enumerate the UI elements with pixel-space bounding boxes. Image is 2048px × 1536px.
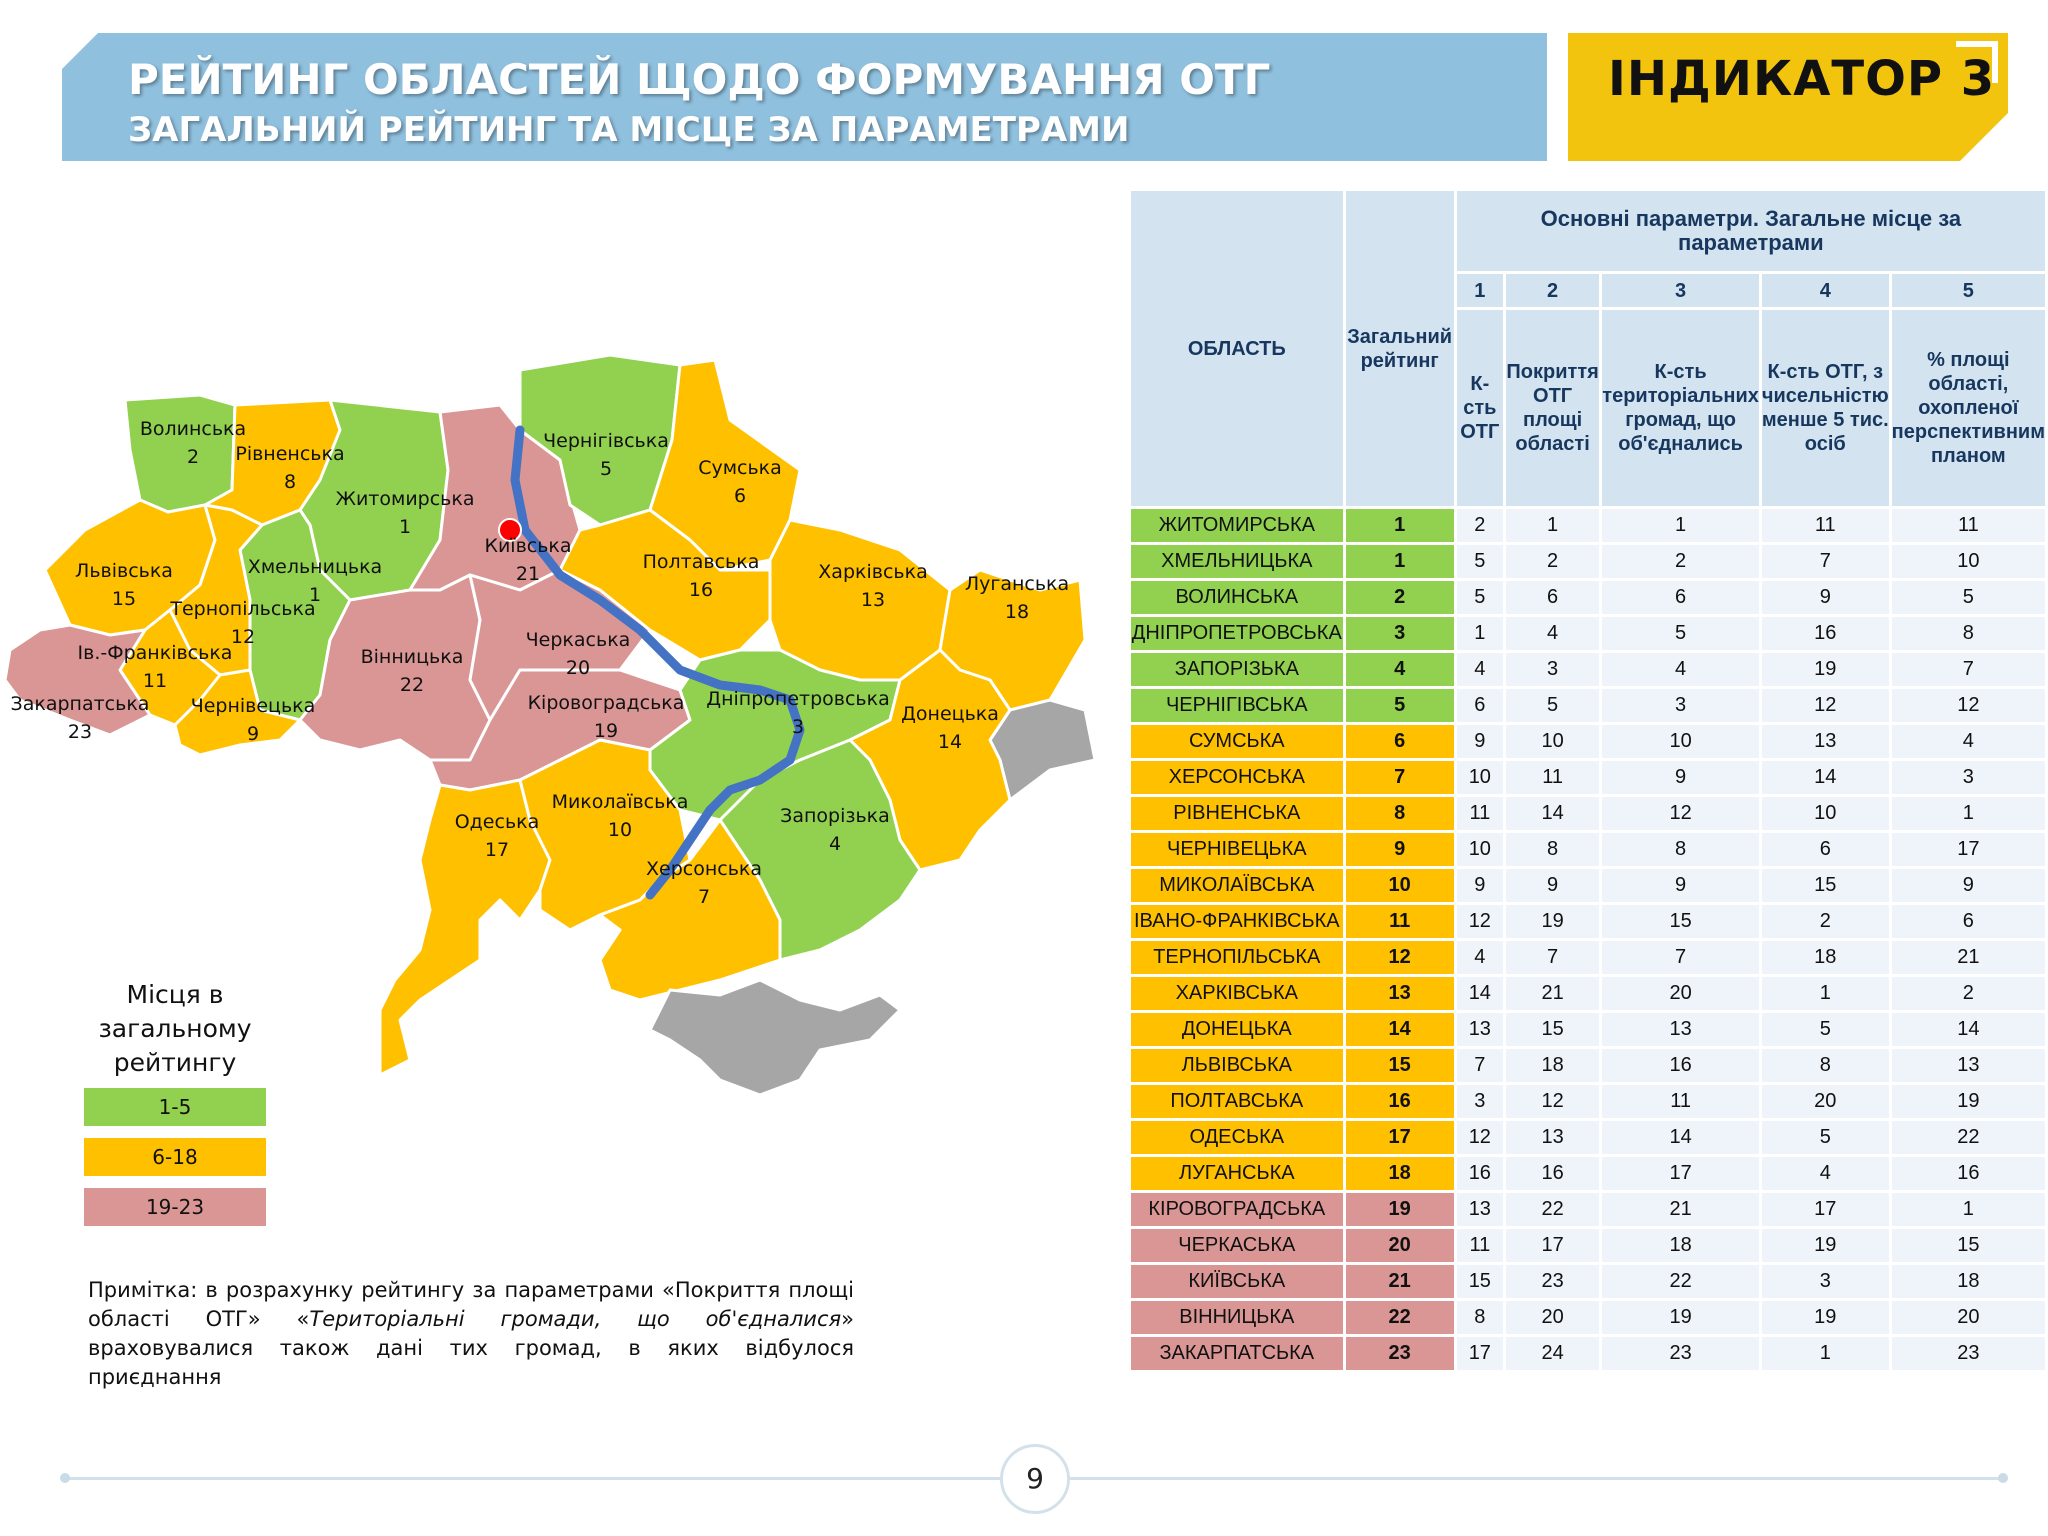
- cell-param-2: 20: [1506, 1301, 1599, 1334]
- cell-overall-rank: 23: [1346, 1337, 1454, 1370]
- label-sumska: Сумська 6: [698, 457, 782, 507]
- cell-region: КІРОВОГРАДСЬКА: [1131, 1193, 1343, 1226]
- cell-region: ЛЬВІВСЬКА: [1131, 1049, 1343, 1082]
- cell-param-1: 9: [1457, 869, 1503, 902]
- cell-param-5: 2: [1892, 977, 2045, 1010]
- cell-param-4: 2: [1762, 905, 1889, 938]
- cell-param-1: 14: [1457, 977, 1503, 1010]
- cell-param-1: 11: [1457, 797, 1503, 830]
- label-zhytomyrska: Житомирська 1: [335, 488, 475, 538]
- table-row: [1131, 797, 2045, 830]
- cell-param-3: 1: [1602, 509, 1759, 542]
- cell-param-4: 3: [1762, 1265, 1889, 1298]
- indicator-badge: [1568, 33, 2008, 161]
- cell-region: ЧЕРНІГІВСЬКА: [1131, 689, 1343, 722]
- cell-region: ТЕРНОПІЛЬСЬКА: [1131, 941, 1343, 974]
- cell-param-4: 18: [1762, 941, 1889, 974]
- cell-region: ДНІПРОПЕТРОВСЬКА: [1131, 617, 1343, 650]
- cell-overall-rank: 9: [1346, 833, 1454, 866]
- table-row: [1131, 1013, 2045, 1046]
- label-ivano-frankivska: Ів.-Франківська 11: [77, 642, 233, 692]
- cell-param-4: 4: [1762, 1157, 1889, 1190]
- cell-overall-rank: 3: [1346, 617, 1454, 650]
- table-row: [1131, 545, 2045, 578]
- cell-param-5: 20: [1892, 1301, 2045, 1334]
- ranking-table: [1128, 188, 2048, 1373]
- note-text-1: Примітка: в розрахунку рейтингу за параметрами «Покриття площі області ОТГ» «: [88, 1278, 854, 1331]
- cell-overall-rank: 17: [1346, 1121, 1454, 1154]
- cell-param-5: 1: [1892, 797, 2045, 830]
- table-row: [1131, 761, 2045, 794]
- cell-param-3: 22: [1602, 1265, 1759, 1298]
- legend-item-pink: [84, 1188, 266, 1226]
- cell-param-4: 13: [1762, 725, 1889, 758]
- param-name-4: К-сть ОТГ, з чисельністю менше 5 тис. осіб: [1762, 310, 1889, 506]
- cell-region: ВОЛИНСЬКА: [1131, 581, 1343, 614]
- param-number-2: 2: [1506, 274, 1599, 307]
- note-italic: Територіальні громади, що об'єдналися: [309, 1307, 842, 1331]
- label-khmelnytska: Хмельницька 1: [247, 556, 383, 606]
- cell-param-2: 15: [1506, 1013, 1599, 1046]
- cell-param-5: 19: [1892, 1085, 2045, 1118]
- param-name-3: К-сть територіальних громад, що об'єднались: [1602, 310, 1759, 506]
- table-row: [1131, 653, 2045, 686]
- label-cherkaska: Черкаська 20: [525, 629, 631, 679]
- cell-param-5: 4: [1892, 725, 2045, 758]
- cell-param-4: 12: [1762, 689, 1889, 722]
- table-row: [1131, 977, 2045, 1010]
- cell-overall-rank: 14: [1346, 1013, 1454, 1046]
- cell-param-3: 14: [1602, 1121, 1759, 1154]
- label-chernivetska: Чернівецька 9: [190, 695, 316, 745]
- cell-param-2: 11: [1506, 761, 1599, 794]
- cell-param-2: 8: [1506, 833, 1599, 866]
- footer-dot-right: [1998, 1473, 2008, 1483]
- table-row: [1131, 905, 2045, 938]
- label-kirovohradska: Кіровоградська 19: [527, 692, 685, 742]
- legend-label: 19-23: [145, 1195, 205, 1219]
- cell-param-4: 6: [1762, 833, 1889, 866]
- label-khersonska: Херсонська 7: [645, 858, 763, 908]
- cell-param-4: 19: [1762, 1229, 1889, 1262]
- cell-region: МИКОЛАЇВСЬКА: [1131, 869, 1343, 902]
- cell-param-1: 7: [1457, 1049, 1503, 1082]
- table-row: [1131, 1301, 2045, 1334]
- cell-overall-rank: 15: [1346, 1049, 1454, 1082]
- cell-param-1: 15: [1457, 1265, 1503, 1298]
- cell-param-2: 21: [1506, 977, 1599, 1010]
- cell-param-5: 18: [1892, 1265, 2045, 1298]
- cell-param-2: 16: [1506, 1157, 1599, 1190]
- cell-overall-rank: 12: [1346, 941, 1454, 974]
- cell-overall-rank: 2: [1346, 581, 1454, 614]
- label-chernihivska: Чернігівська 5: [543, 430, 669, 480]
- footer-dot-left: [60, 1473, 70, 1483]
- cell-param-4: 17: [1762, 1193, 1889, 1226]
- cell-overall-rank: 8: [1346, 797, 1454, 830]
- indicator-label: ІНДИКАТОР 3: [1608, 51, 1996, 107]
- cell-overall-rank: 21: [1346, 1265, 1454, 1298]
- fold-corner: [1960, 113, 2008, 161]
- cell-param-3: 9: [1602, 869, 1759, 902]
- label-dnipropetrovska: Дніпропетровська 3: [706, 688, 890, 738]
- cell-param-2: 6: [1506, 581, 1599, 614]
- cell-overall-rank: 4: [1346, 653, 1454, 686]
- cell-region: ХМЕЛЬНИЦЬКА: [1131, 545, 1343, 578]
- cell-param-2: 24: [1506, 1337, 1599, 1370]
- cell-param-4: 9: [1762, 581, 1889, 614]
- cell-param-3: 5: [1602, 617, 1759, 650]
- param-number-1: 1: [1457, 274, 1503, 307]
- cell-param-5: 7: [1892, 653, 2045, 686]
- table-row: [1131, 1085, 2045, 1118]
- cell-param-3: 12: [1602, 797, 1759, 830]
- cell-param-2: 22: [1506, 1193, 1599, 1226]
- page-number: 9: [1000, 1444, 1070, 1514]
- label-mykolaivska: Миколаївська 10: [551, 791, 689, 841]
- label-zakarpatska: Закарпатська 23: [10, 693, 150, 743]
- header-main-parameters: Основні параметри. Загальне місце за параметрами: [1457, 191, 2045, 271]
- cell-param-5: 16: [1892, 1157, 2045, 1190]
- param-name-1: К-сть ОТГ: [1457, 310, 1503, 506]
- cell-param-5: 21: [1892, 941, 2045, 974]
- cell-param-2: 17: [1506, 1229, 1599, 1262]
- cell-param-4: 8: [1762, 1049, 1889, 1082]
- cell-param-1: 2: [1457, 509, 1503, 542]
- label-luhanska: Луганська 18: [964, 573, 1070, 623]
- cell-region: ЗАПОРІЗЬКА: [1131, 653, 1343, 686]
- label-donetska: Донецька 14: [901, 703, 999, 753]
- cell-param-4: 15: [1762, 869, 1889, 902]
- cell-param-3: 13: [1602, 1013, 1759, 1046]
- cell-region: ХАРКІВСЬКА: [1131, 977, 1343, 1010]
- cell-param-1: 3: [1457, 1085, 1503, 1118]
- cell-param-2: 12: [1506, 1085, 1599, 1118]
- crimea: [650, 980, 900, 1095]
- cell-param-5: 1: [1892, 1193, 2045, 1226]
- cell-param-3: 19: [1602, 1301, 1759, 1334]
- cell-param-2: 10: [1506, 725, 1599, 758]
- cell-param-1: 11: [1457, 1229, 1503, 1262]
- cell-param-2: 5: [1506, 689, 1599, 722]
- table-row: [1131, 869, 2045, 902]
- table-row: [1131, 1157, 2045, 1190]
- cell-param-4: 11: [1762, 509, 1889, 542]
- cell-param-2: 13: [1506, 1121, 1599, 1154]
- cell-param-5: 3: [1892, 761, 2045, 794]
- cell-region: ІВАНО-ФРАНКІВСЬКА: [1131, 905, 1343, 938]
- cell-param-4: 7: [1762, 545, 1889, 578]
- cell-param-1: 10: [1457, 833, 1503, 866]
- cell-param-1: 12: [1457, 905, 1503, 938]
- table-row: [1131, 1229, 2045, 1262]
- cell-param-4: 16: [1762, 617, 1889, 650]
- cell-overall-rank: 13: [1346, 977, 1454, 1010]
- cell-param-4: 19: [1762, 1301, 1889, 1334]
- corner-decoration: [1956, 41, 1998, 83]
- cell-overall-rank: 16: [1346, 1085, 1454, 1118]
- label-volynska: Волинська 2: [139, 418, 247, 468]
- table-row: [1131, 509, 2045, 542]
- cell-param-2: 4: [1506, 617, 1599, 650]
- cell-param-1: 12: [1457, 1121, 1503, 1154]
- cell-param-3: 10: [1602, 725, 1759, 758]
- cell-param-2: 23: [1506, 1265, 1599, 1298]
- cell-param-5: 17: [1892, 833, 2045, 866]
- table-row: [1131, 941, 2045, 974]
- cell-param-1: 10: [1457, 761, 1503, 794]
- table-row: [1131, 617, 2045, 650]
- legend-item-green: [84, 1088, 266, 1126]
- cell-param-3: 9: [1602, 761, 1759, 794]
- cell-param-2: 19: [1506, 905, 1599, 938]
- param-name-2: Покриття ОТГ площі області: [1506, 310, 1599, 506]
- cell-param-1: 9: [1457, 725, 1503, 758]
- cell-region: ПОЛТАВСЬКА: [1131, 1085, 1343, 1118]
- cell-overall-rank: 22: [1346, 1301, 1454, 1334]
- legend-label: 1-5: [158, 1095, 192, 1119]
- cell-param-3: 23: [1602, 1337, 1759, 1370]
- cell-param-3: 4: [1602, 653, 1759, 686]
- label-kharkivska: Харківська 13: [818, 561, 928, 611]
- note-text-2: » враховувалися також дані тих громад, в яких відбулося приєднання: [88, 1307, 854, 1389]
- cell-param-5: 23: [1892, 1337, 2045, 1370]
- label-zaporizka: Запорізька 4: [780, 805, 890, 855]
- label-kyivska: Київська 21: [484, 535, 572, 585]
- cell-param-4: 5: [1762, 1013, 1889, 1046]
- cell-region: ВІННИЦЬКА: [1131, 1301, 1343, 1334]
- cell-param-3: 21: [1602, 1193, 1759, 1226]
- page-subtitle: ЗАГАЛЬНИЙ РЕЙТИНГ ТА МІСЦЕ ЗА ПАРАМЕТРАМИ: [128, 110, 1130, 150]
- cell-param-4: 1: [1762, 1337, 1889, 1370]
- cell-region: РІВНЕНСЬКА: [1131, 797, 1343, 830]
- cell-region: ДОНЕЦЬКА: [1131, 1013, 1343, 1046]
- cell-param-4: 20: [1762, 1085, 1889, 1118]
- cell-region: ОДЕСЬКА: [1131, 1121, 1343, 1154]
- label-ternopilska: Тернопільська 12: [170, 598, 316, 648]
- cell-param-2: 7: [1506, 941, 1599, 974]
- cell-overall-rank: 19: [1346, 1193, 1454, 1226]
- cell-param-3: 6: [1602, 581, 1759, 614]
- cell-param-3: 18: [1602, 1229, 1759, 1262]
- param-number-3: 3: [1602, 274, 1759, 307]
- page-title: РЕЙТИНГ ОБЛАСТЕЙ ЩОДО ФОРМУВАННЯ ОТГ: [128, 55, 1271, 104]
- table-row: [1131, 1265, 2045, 1298]
- cell-param-4: 5: [1762, 1121, 1889, 1154]
- label-rivnenska: Рівненська 8: [235, 443, 345, 493]
- cell-overall-rank: 1: [1346, 509, 1454, 542]
- param-number-4: 4: [1762, 274, 1889, 307]
- table-row: [1131, 581, 2045, 614]
- label-vinnytska: Вінницька 22: [360, 646, 464, 696]
- legend-label: 6-18: [152, 1145, 198, 1169]
- cell-param-3: 17: [1602, 1157, 1759, 1190]
- cell-region: ЧЕРНІВЕЦЬКА: [1131, 833, 1343, 866]
- cell-param-1: 16: [1457, 1157, 1503, 1190]
- cell-param-1: 5: [1457, 545, 1503, 578]
- table-row: [1131, 1337, 2045, 1370]
- cell-region: ХЕРСОНСЬКА: [1131, 761, 1343, 794]
- cell-param-3: 7: [1602, 941, 1759, 974]
- cell-overall-rank: 1: [1346, 545, 1454, 578]
- cell-overall-rank: 18: [1346, 1157, 1454, 1190]
- cell-param-1: 1: [1457, 617, 1503, 650]
- cell-param-5: 5: [1892, 581, 2045, 614]
- cell-param-4: 19: [1762, 653, 1889, 686]
- legend-title: Місця в загальному рейтингу: [98, 980, 252, 1077]
- cell-param-5: 13: [1892, 1049, 2045, 1082]
- cell-overall-rank: 5: [1346, 689, 1454, 722]
- cell-overall-rank: 6: [1346, 725, 1454, 758]
- cell-param-3: 11: [1602, 1085, 1759, 1118]
- cell-param-5: 11: [1892, 509, 2045, 542]
- cell-param-1: 13: [1457, 1013, 1503, 1046]
- cell-param-3: 8: [1602, 833, 1759, 866]
- cell-param-5: 12: [1892, 689, 2045, 722]
- cell-param-1: 4: [1457, 941, 1503, 974]
- cell-region: ЗАКАРПАТСЬКА: [1131, 1337, 1343, 1370]
- table-row: [1131, 1193, 2045, 1226]
- cell-param-1: 13: [1457, 1193, 1503, 1226]
- cell-param-1: 5: [1457, 581, 1503, 614]
- cell-param-5: 22: [1892, 1121, 2045, 1154]
- header-region: ОБЛАСТЬ: [1131, 191, 1343, 506]
- cell-param-2: 14: [1506, 797, 1599, 830]
- cell-param-3: 2: [1602, 545, 1759, 578]
- cell-param-3: 15: [1602, 905, 1759, 938]
- region-volynska: [125, 395, 235, 512]
- param-name-5: % площі області, охопленої перспективним планом: [1892, 310, 2045, 506]
- cell-param-5: 8: [1892, 617, 2045, 650]
- cell-param-2: 9: [1506, 869, 1599, 902]
- table-row: [1131, 833, 2045, 866]
- cell-param-5: 10: [1892, 545, 2045, 578]
- cell-param-2: 1: [1506, 509, 1599, 542]
- cell-param-2: 2: [1506, 545, 1599, 578]
- cell-overall-rank: 20: [1346, 1229, 1454, 1262]
- cell-overall-rank: 7: [1346, 761, 1454, 794]
- cell-param-1: 17: [1457, 1337, 1503, 1370]
- cell-region: КИЇВСЬКА: [1131, 1265, 1343, 1298]
- table-row: [1131, 725, 2045, 758]
- cell-param-5: 14: [1892, 1013, 2045, 1046]
- cell-param-4: 10: [1762, 797, 1889, 830]
- ranking-table-body: [1131, 509, 2045, 1370]
- label-lvivska: Львівська 15: [75, 560, 173, 610]
- cell-param-5: 9: [1892, 869, 2045, 902]
- cell-region: ЧЕРКАСЬКА: [1131, 1229, 1343, 1262]
- table-row: [1131, 1049, 2045, 1082]
- cell-region: ЛУГАНСЬКА: [1131, 1157, 1343, 1190]
- label-odeska: Одеська 17: [454, 811, 540, 861]
- cell-param-2: 18: [1506, 1049, 1599, 1082]
- cell-param-3: 20: [1602, 977, 1759, 1010]
- label-poltavska: Полтавська 16: [642, 551, 760, 601]
- cell-region: ЖИТОМИРСЬКА: [1131, 509, 1343, 542]
- cell-param-1: 6: [1457, 689, 1503, 722]
- cell-overall-rank: 11: [1346, 905, 1454, 938]
- param-number-5: 5: [1892, 274, 2045, 307]
- cell-param-3: 3: [1602, 689, 1759, 722]
- header-overall-rank: Загальний рейтинг: [1346, 191, 1454, 506]
- cell-param-2: 3: [1506, 653, 1599, 686]
- table-row: [1131, 689, 2045, 722]
- cell-param-1: 4: [1457, 653, 1503, 686]
- cell-param-1: 8: [1457, 1301, 1503, 1334]
- cell-overall-rank: 10: [1346, 869, 1454, 902]
- footnote: [88, 1276, 854, 1392]
- cell-param-4: 1: [1762, 977, 1889, 1010]
- cell-region: СУМСЬКА: [1131, 725, 1343, 758]
- cell-param-3: 16: [1602, 1049, 1759, 1082]
- header-accent: [62, 33, 98, 69]
- cell-param-4: 14: [1762, 761, 1889, 794]
- cell-param-5: 6: [1892, 905, 2045, 938]
- table-row: [1131, 1121, 2045, 1154]
- cell-param-5: 15: [1892, 1229, 2045, 1262]
- legend-item-orange: [84, 1138, 266, 1176]
